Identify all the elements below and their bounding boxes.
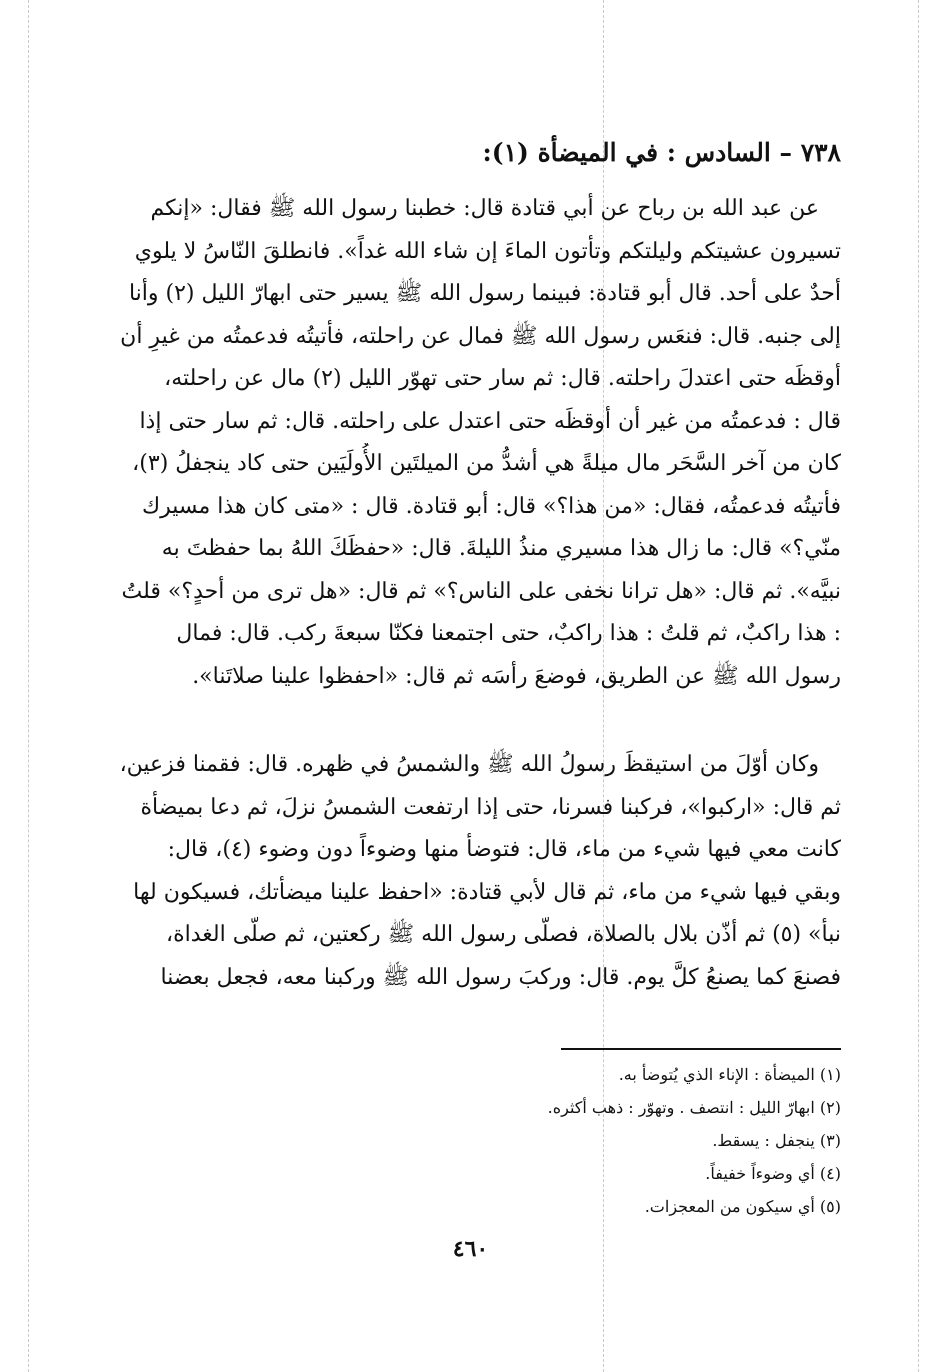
footnote: (٢) ابهارّ الليل : انتصف . وتهوّر : ذهب أكثره.: [547, 1098, 841, 1117]
hadith-paragraph-1: [101, 188, 841, 698]
footnote: (٥) أي سيكون من المعجزات.: [644, 1197, 841, 1216]
text-line: منّي؟» قال: ما زال هذا مسيري منذُ الليلةَ. قال: «حفظَكَ اللهُ بما حفظتَ به: [161, 536, 841, 561]
page-number: ٤٦٠: [452, 1236, 489, 1262]
text-line: إلى جنبه. قال: فنعَس رسول الله ﷺ فمال عن راحلته، فأتيتُه فدعمتُه من غيرِ أن: [120, 323, 841, 349]
scan-fold-line: [918, 0, 919, 1372]
text-line: قال : فدعمتُه من غير أن أوقظَه حتى اعتدل على راحلته. قال: ثم سار حتى إذا: [139, 408, 841, 434]
text-line: كان من آخر السَّحَر مال ميلةً هي أشدُّ من الميلتَين الأُولَيَين حتى كاد ينجفلُ (٣)،: [132, 451, 841, 476]
text-line: رسول الله ﷺ عن الطريق، فوضعَ رأسَه ثم قال: «احفظوا علينا صلاتَنا».: [192, 663, 841, 689]
footnote: (١) الميضأة : الإناء الذي يُتوضأ به.: [618, 1065, 841, 1084]
hadith-paragraph-2: [101, 744, 841, 999]
text-line: ثم قال: «اركبوا»، فركبنا فسرنا، حتى إذا ارتفعت الشمسُ نزلَ، ثم دعا بميضأة: [140, 794, 841, 820]
text-line: فصنعَ كما يصنعُ كلَّ يوم. قال: وركبَ رسول الله ﷺ وركبنا معه، فجعل بعضنا: [160, 964, 841, 990]
text-line: : هذا راكبٌ، ثم قلتُ : هذا راكبٌ، حتى اجتمعنا فكنّا سبعةَ ركب. قال: فمال: [176, 621, 841, 646]
text-line: عن عبد الله بن رباح عن أبي قتادة قال: خطبنا رسول الله ﷺ فقال: «إنكم: [150, 196, 819, 221]
text-line: تسيرون عشيتكم وليلتكم وتأتون الماءَ إن شاء الله غداً». فانطلقَ النّاسُ لا يلوي: [134, 238, 841, 264]
footnote: (٤) أي وضوءاً خفيفاً.: [705, 1164, 841, 1183]
text-line: نبأ» (٥) ثم أذّن بلال بالصلاة، فصلّى رسول الله ﷺ ركعتين، ثم صلّى الغداة،: [166, 922, 841, 947]
text-line: كانت معي فيها شيء من ماء، قال: فتوضأ منها وضوءاً دون وضوء (٤)، قال:: [167, 837, 841, 862]
text-line: نبيَّه». ثم قال: «هل ترانا نخفى على الناس؟» ثم قال: «هل ترى من أحدٍ؟» قلتُ: [121, 578, 841, 604]
text-line: وكان أوّلَ من استيقظَ رسولُ الله ﷺ والشمسُ في ظهره. قال: فقمنا فزعين،: [119, 752, 819, 777]
footnotes: [141, 1058, 841, 1223]
text-line: أوقظَه حتى اعتدلَ راحلته. قال: ثم سار حتى تهوّر الليل (٢) مال عن راحلته،: [164, 366, 841, 391]
text-line: وبقي فيها شيء من ماء، ثم قال لأبي قتادة: «احفظ علينا ميضأتك، فسيكون لها: [133, 879, 841, 905]
footnote: (٣) ينجفل : يسقط.: [712, 1131, 841, 1150]
hadith-heading: ٧٣٨ – السادس : في الميضأة (١):: [482, 138, 841, 167]
footnote-divider: [561, 1048, 841, 1050]
scan-fold-line: [28, 0, 29, 1372]
text-line: فأتيتُه فدعمتُه، فقال: «من هذا؟» قال: أبو قتادة. قال : «متى كان هذا مسيرك: [141, 493, 841, 519]
text-line: أحدٌ على أحد. قال أبو قتادة: فبينما رسول الله ﷺ يسير حتى ابهارّ الليل (٢) وأنا: [128, 281, 841, 306]
